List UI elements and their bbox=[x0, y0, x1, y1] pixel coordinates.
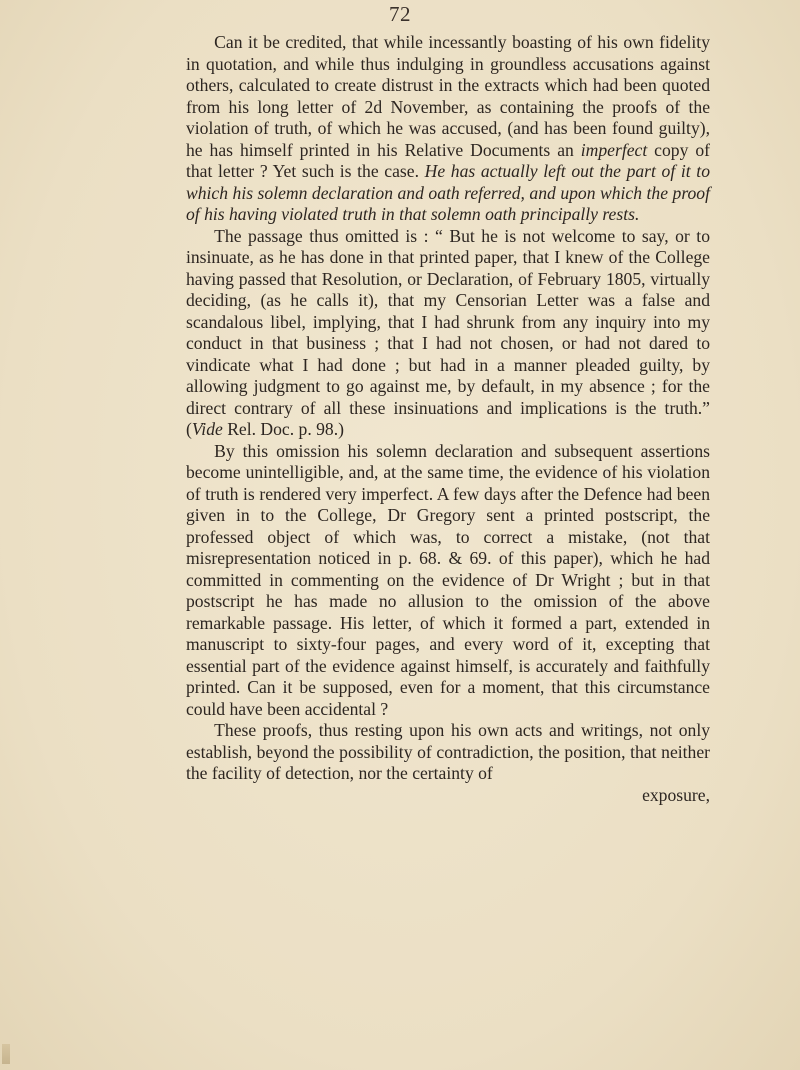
text-segment: By this omission his solemn declaration and subsequent assertions become unintelligible, and, at the same time, the evidence of his violation of truth is rendered very imperfect. A few days after the Defence had been given in to the College, Dr Gregory sent a printed postscript, the professed object of which was, to correct a mistake, (not that misrepresentation noticed in p. 68. & 69. of this paper), which he had committed in commenting on the evidence of Dr Wright ; but in that postscript he has made no allusion to the omission of the above remarkable passage. His letter, of which it formed a part, extended in manuscript to sixty-four pages, and every word of it, excepting that essential part of the evidence against himself, is accurately and faithfully printed. Can it be supposed, even for a moment, that this circumstance could have been accidental ? bbox=[186, 440, 710, 719]
page-number: 72 bbox=[389, 2, 411, 26]
text-segment-italic: He has actually left out the part of it to which his solemn declaration and oath referred, and upon which the proof of his having violated truth in that solemn oath principally rests. bbox=[186, 161, 710, 224]
text-segment-italic: Vide bbox=[191, 419, 223, 439]
text-segment: Rel. Doc. p. 98.) bbox=[222, 419, 344, 439]
body-text bbox=[186, 32, 710, 806]
catchword: exposure, bbox=[642, 784, 710, 805]
text-segment: Can it be credited, that while incessantly boasting of his own fidelity in quotation, and while thus indulging in groundless accusations against others, calculated to create distrust in the extracts which had been quoted from his long letter of 2d November, as containing the proofs of the violation of truth, of which he was accused, (and has been found guilty), he has himself printed in his Relative Documents an bbox=[186, 32, 710, 160]
text-segment: The passage thus omitted is : “ But he is not welcome to say, or to insinuate, as he has done in that printed paper, that I knew of the College having passed that Resolution, or Declaration, of February 1805, virtually deciding, (as he calls it), that my Censorian Letter was a false and scandalous libel, implying, that I had shrunk from any inquiry into my conduct in that business ; that I had not chosen, or had not dared to vindicate what I had done ; but had in a manner pleaded guilty, by allowing judgment to go against me, by default, in my absence ; for the direct contrary of all these insinuations and implications is the truth.” ( bbox=[186, 225, 710, 439]
text-segment-italic: imperfect bbox=[580, 139, 648, 160]
page-edge-stain bbox=[2, 1044, 10, 1064]
paragraph bbox=[186, 720, 710, 785]
text-segment: copy of that letter ? Yet such is the case. bbox=[186, 139, 710, 181]
paragraph bbox=[186, 441, 710, 721]
paragraph bbox=[186, 226, 710, 441]
text-segment: These proofs, thus resting upon his own acts and writings, not only establish, beyond the possibility of contradiction, the position, that neither the facility of detection, nor the certainty of bbox=[186, 720, 710, 783]
paragraph bbox=[186, 32, 710, 226]
